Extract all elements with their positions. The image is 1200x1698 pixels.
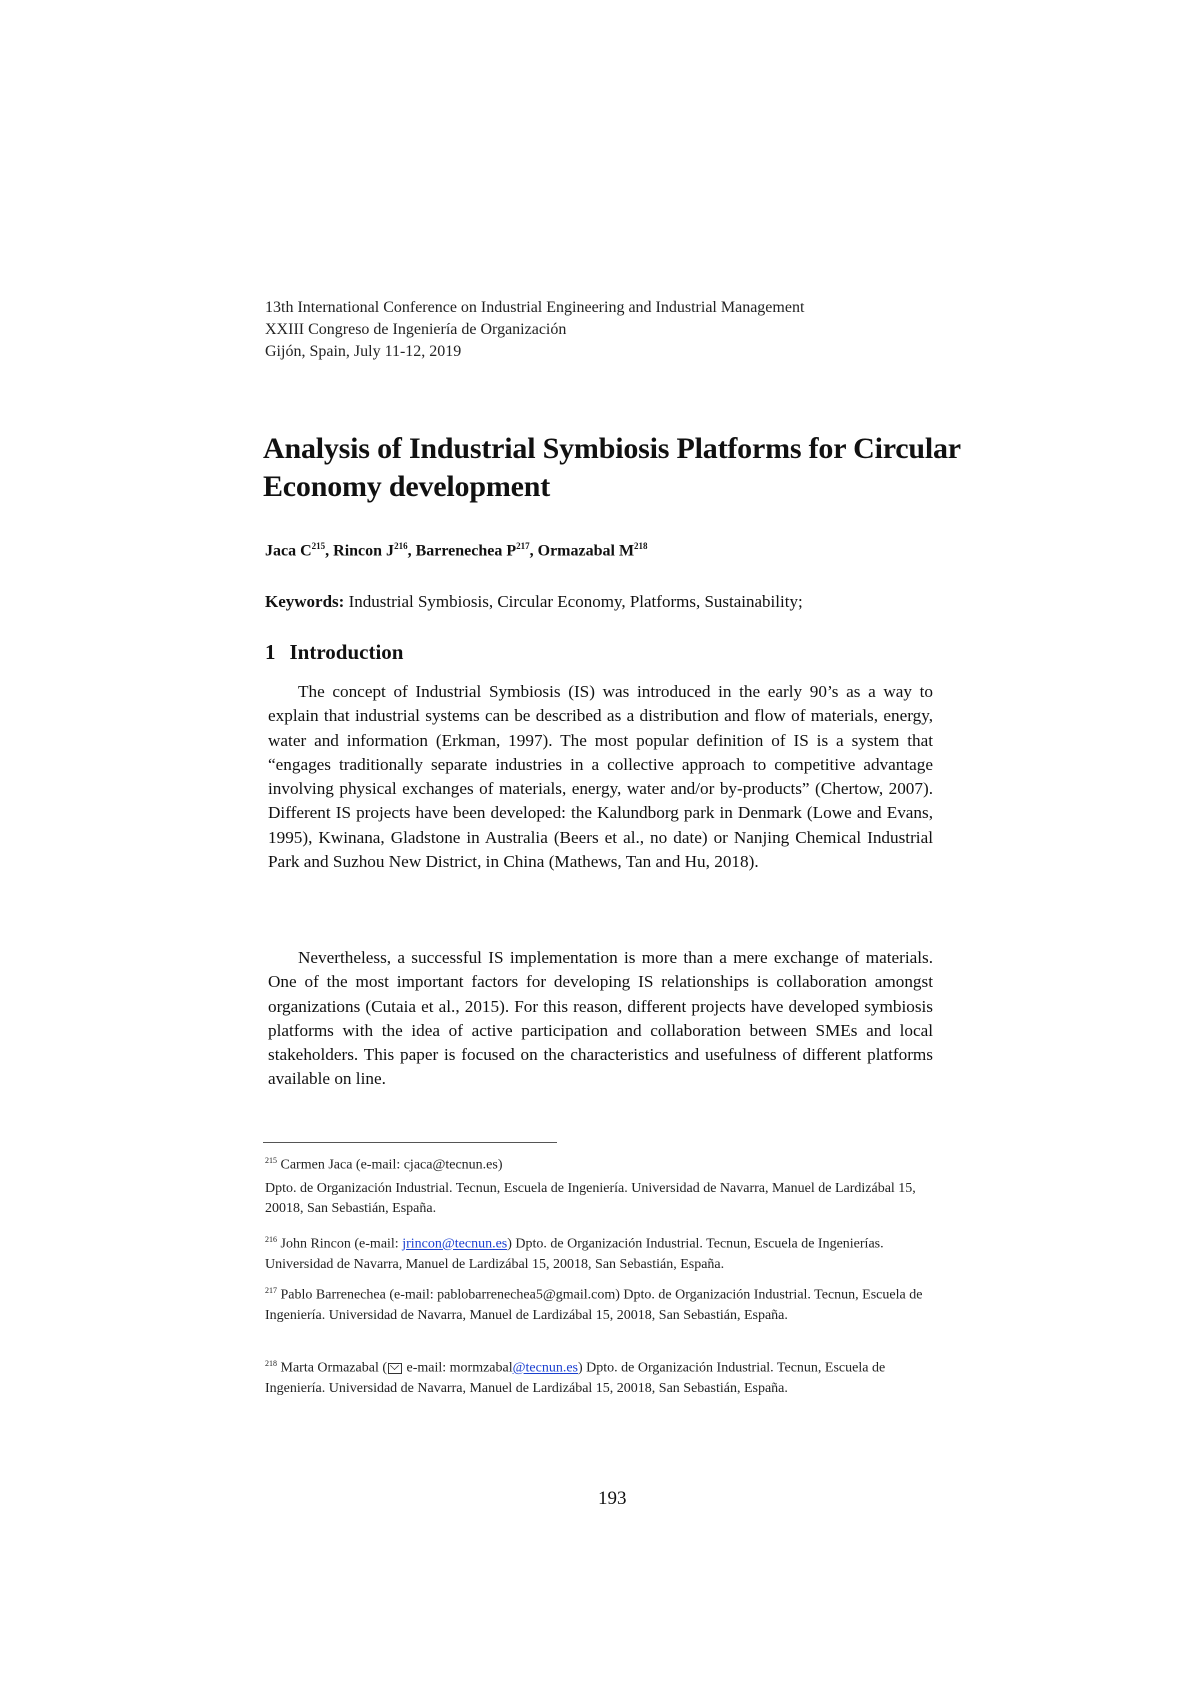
footnote-217	[265, 1281, 935, 1326]
footnote-text: Carmen Jaca (e-mail: cjaca@tecnun.es)	[280, 1157, 503, 1173]
footnote-mark: 218	[265, 1359, 277, 1368]
email-link[interactable]: jrincon@tecnun.es	[402, 1236, 508, 1252]
author-footnote-mark: 217	[516, 541, 530, 551]
email-link[interactable]: @tecnun.es	[512, 1360, 578, 1376]
footnote-215-affiliation: Dpto. de Organización Industrial. Tecnun, Escuela de Ingeniería. Universidad de Navarra, Manuel de Lardizábal 15, 20018, San Sebastián, España.	[265, 1181, 916, 1216]
author-name: Barrenechea P	[415, 542, 517, 560]
footnote-divider	[263, 1142, 557, 1143]
keywords-text: Industrial Symbiosis, Circular Economy, Platforms, Sustainability;	[348, 592, 803, 611]
footnote-text: e-mail: mormzabal	[406, 1360, 513, 1376]
keywords-label: Keywords:	[265, 592, 345, 611]
keywords	[265, 592, 803, 612]
author-list: Jaca $C^{215}$, Rincon $J^{216}$, Barrenechea $P^{217}$, Ormazabal $M^{218}$	[265, 541, 648, 560]
footnote-215	[265, 1151, 935, 1176]
footnote-216	[265, 1230, 935, 1275]
conference-line-2: XXIII Congreso de Ingeniería de Organización	[265, 321, 567, 338]
footnote-text: John Rincon (e-mail:	[280, 1236, 403, 1252]
author-footnote-mark: 216	[394, 541, 408, 551]
conference-line-1: 13th International Conference on Industrial Engineering and Industrial Management	[265, 299, 805, 316]
section-number: 1	[265, 640, 276, 664]
footnote-text: ) Dpto. de Organización Industrial. Tecnun, Escuela de Ingeniería. Universidad de Navarra, Manuel de Lardizábal 15, 20018, San Sebastián, España.	[265, 1360, 886, 1396]
envelope-icon	[388, 1363, 402, 1374]
footnote-mark: 217	[265, 1286, 277, 1295]
footnote-text: Marta Ormazabal (	[280, 1360, 387, 1376]
section-heading	[265, 640, 403, 665]
footnote-mark: 216	[265, 1235, 277, 1244]
conference-header	[265, 297, 804, 363]
paper-title: Analysis of Industrial Symbiosis Platforms for Circular Economy development	[263, 432, 961, 503]
author-footnote-mark: 218	[634, 541, 648, 551]
author-footnote-mark: 215	[311, 541, 326, 551]
author-name: Rincon J	[333, 542, 395, 560]
conference-line-3: Gijón, Spain, July 11-12, 2019	[265, 343, 462, 360]
section-title: Introduction	[289, 640, 404, 664]
body-paragraph: Nevertheless, a successful IS implementation is more than a mere exchange of materials. One of the most important factors for developing IS relationships is collaboration amongst organizations (Cutaia et al., 2015). For this reason, different projects have developed symbiosis platforms with the idea of active participation and collaboration between SMEs and local stakeholders. This paper is focused on the characteristics and usefulness of different platforms available on line.	[268, 948, 933, 1089]
footnote-text: Pablo Barrenechea (e-mail: pablobarrenechea5@gmail.com) Dpto. de Organización Industrial. Tecnun, Escuela de Ingeniería. Universidad de Navarra, Manuel de Lardizábal 15, 20018, San Sebastián, España.	[265, 1287, 923, 1323]
footnote-text: ) Dpto. de Organización Industrial. Tecnun, Escuela de Ingenierías. Universidad de Navarra, Manuel de Lardizábal 15, 20018, San Sebastián, España.	[265, 1236, 884, 1272]
footnote-218	[265, 1354, 935, 1399]
author-name: Ormazabal M	[537, 542, 635, 560]
page-number: 193	[598, 1488, 627, 1509]
footnote-mark: 215	[265, 1156, 277, 1165]
body-paragraph: The concept of Industrial Symbiosis (IS) was introduced in the early 90’s as a way to explain that industrial systems can be described as a distribution and flow of materials, energy, water and information (Erkman, 1997). The most popular definition of IS is a system that “engages traditionally separate industries in a collective approach to competitive advantage involving physical exchanges of materials, energy, water and/or by-products” (Chertow, 2007). Different IS projects have been developed: the Kalundborg park in Denmark (Lowe and Evans, 1995), Kwinana, Gladstone in Australia (Beers et al., no date) or Nanjing Chemical Industrial Park and Suzhou New District, in China (Mathews, Tan and Hu, 2018).	[268, 682, 933, 872]
author-name: Jaca C	[265, 542, 312, 560]
